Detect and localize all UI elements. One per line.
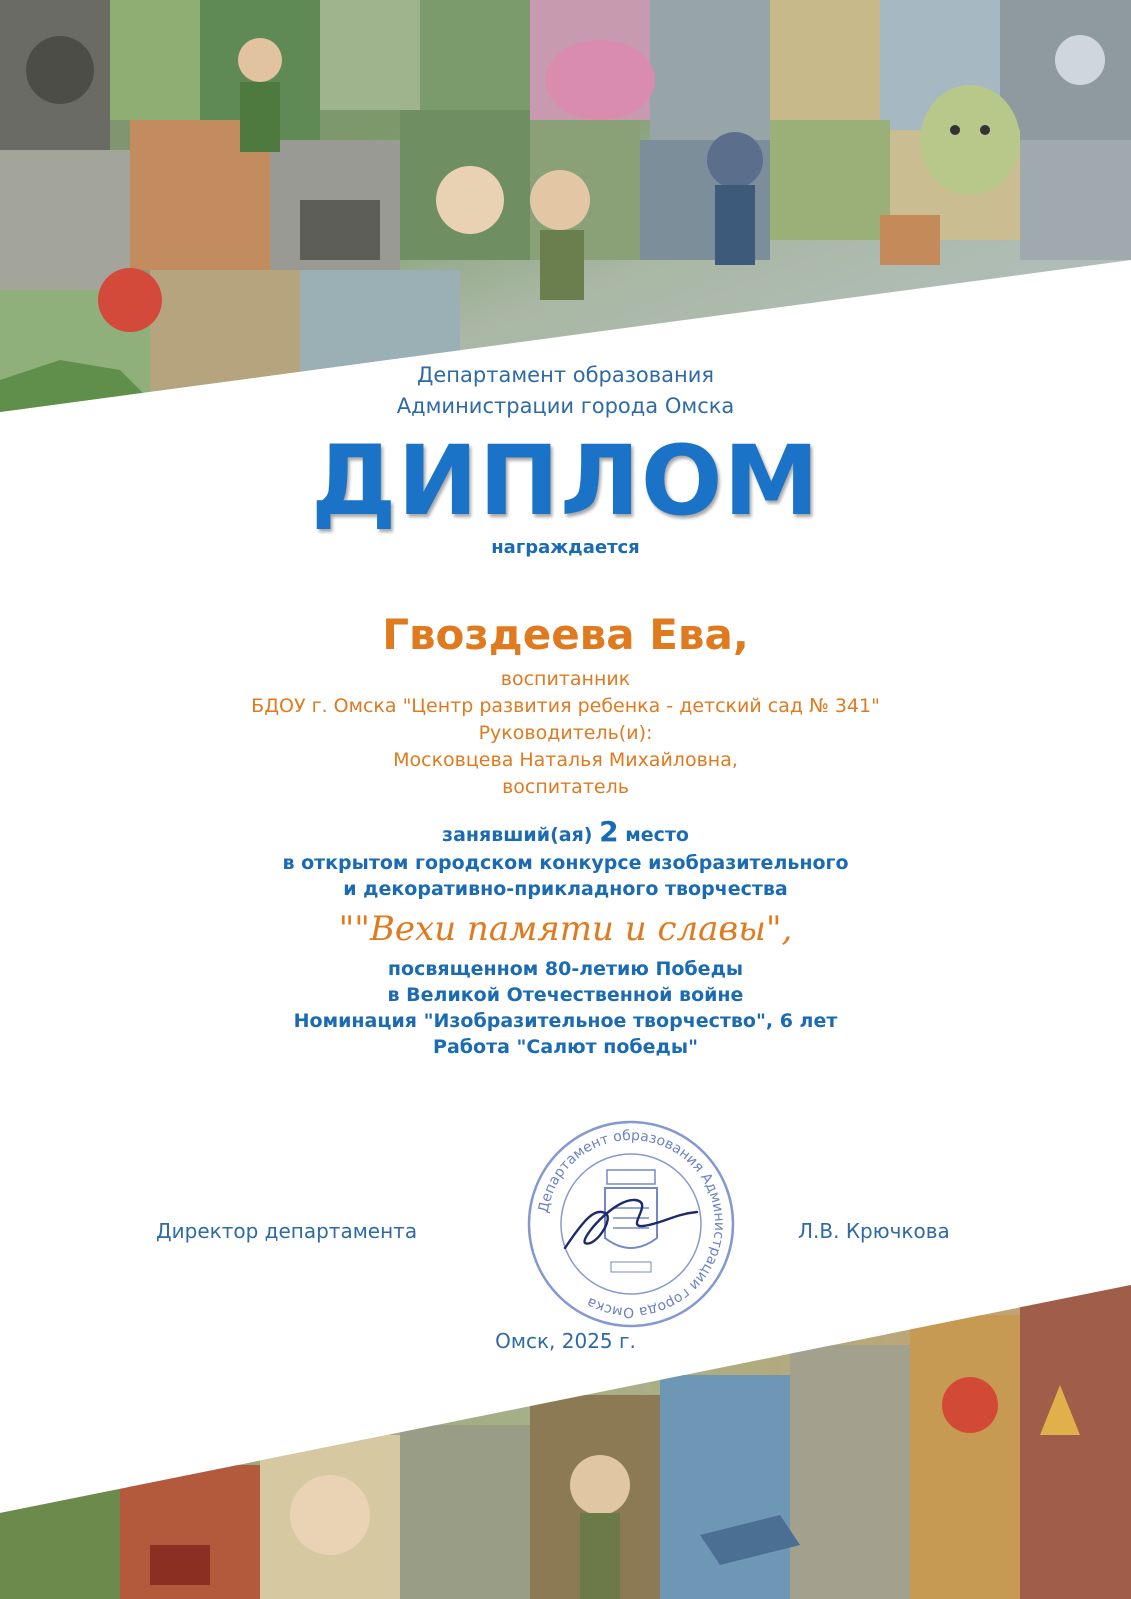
recipient-institution: БДОУ г. Омска "Центр развития ребенка - детский сад № 341": [251, 695, 880, 717]
bottom-artwork-banner: [0, 1285, 1131, 1599]
city-year: Омск, 2025 г.: [495, 1329, 636, 1353]
awarded-text: награждается: [491, 537, 640, 558]
contest-description: [0, 850, 1131, 902]
contest-line-4: в Великой Отечественной войне: [387, 984, 744, 1006]
contest-line-2: и декоративно-прикладного творчества: [343, 878, 788, 900]
signature-scribble: [565, 1200, 697, 1248]
coat-of-arms-icon: [605, 1170, 657, 1272]
recipient-name: Гвоздеева Ева,: [382, 610, 749, 659]
department-line-2: Администрации города Омска: [396, 394, 735, 418]
contest-details: [0, 956, 1131, 1060]
recipient-role: воспитанник: [500, 668, 631, 690]
place-suffix: место: [625, 824, 689, 846]
supervisor-name: Московцева Наталья Михайловна,: [393, 749, 738, 771]
signer-name: Л.В. Крючкова: [798, 1219, 950, 1243]
top-artwork-banner: [0, 0, 1131, 420]
nomination: Номинация "Изобразительное творчество", 6 лет: [293, 1010, 838, 1032]
contest-line-3: посвященном 80-летию Победы: [387, 958, 744, 980]
department-line-1: Департамент образования: [416, 363, 715, 387]
place-line: [0, 815, 1131, 852]
recipient-details: [0, 666, 1131, 801]
seal-text: Департамент образования Администрации города Омска: [535, 1127, 728, 1321]
supervisor-role: воспитатель: [502, 776, 629, 798]
contest-line-1: в открытом городском конкурсе изобразительного: [282, 852, 849, 874]
supervisor-label: Руководитель(и):: [478, 722, 653, 744]
contest-name: ""Вехи памяти и славы",: [338, 909, 793, 949]
work-title: Работа "Салют победы": [433, 1036, 698, 1058]
place-prefix: занявший(ая): [442, 824, 593, 846]
diploma-title: ДИПЛОМ: [310, 425, 821, 537]
signer-title: Директор департамента: [156, 1219, 418, 1243]
place-number: 2: [599, 815, 619, 848]
department-heading: [0, 360, 1131, 422]
